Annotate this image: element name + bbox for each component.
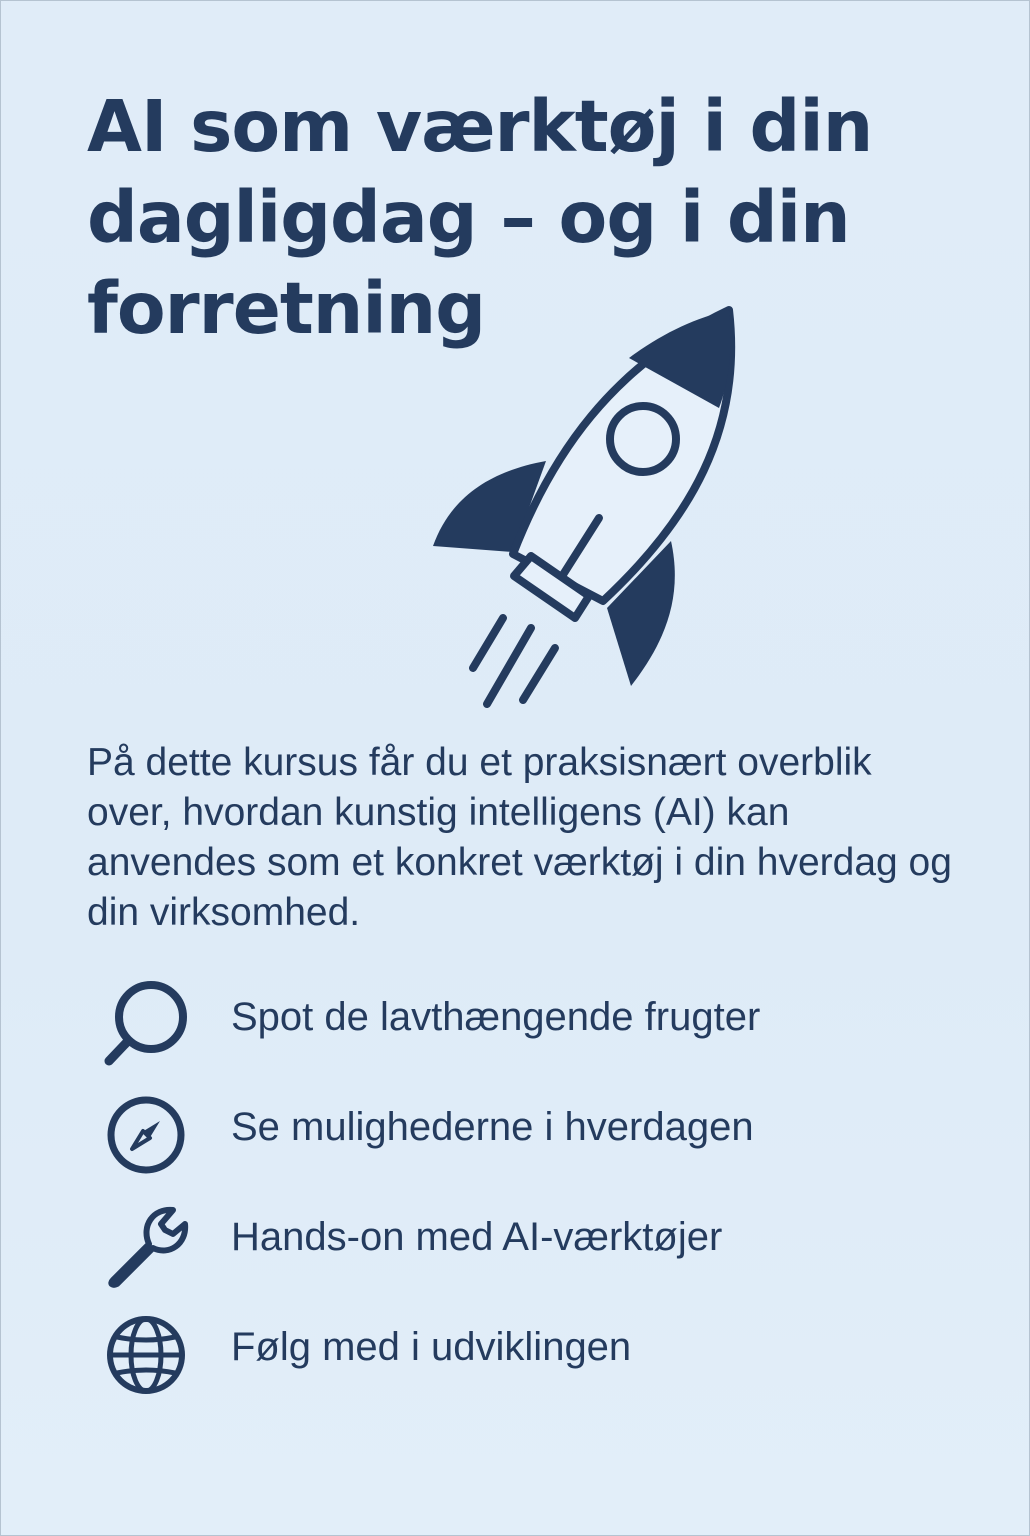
feature-item — [101, 976, 981, 1086]
feature-list — [101, 976, 981, 1416]
feature-item — [101, 1086, 981, 1196]
wrench-icon — [101, 1200, 191, 1290]
page-title: AI som værktøj i din dagligdag – og i din forretning — [87, 85, 873, 350]
globe-icon — [101, 1310, 191, 1400]
feature-label: Se mulighederne i hverdagen — [231, 1105, 754, 1149]
intro-paragraph: På dette kursus får du et praksisnært overblik over, hvordan kunstig intelligens (AI) kan anvendes som et konkret værktøj i din hverdag og din virksomhed. — [87, 741, 952, 934]
feature-item — [101, 1196, 981, 1306]
feature-label: Spot de lavthængende frugter — [231, 995, 761, 1039]
search-icon — [101, 980, 191, 1070]
feature-item — [101, 1306, 981, 1416]
feature-label: Hands-on med AI-værktøjer — [231, 1215, 723, 1259]
feature-label: Følg med i udviklingen — [231, 1325, 632, 1369]
rocket-icon — [421, 296, 751, 716]
compass-icon — [101, 1090, 191, 1180]
